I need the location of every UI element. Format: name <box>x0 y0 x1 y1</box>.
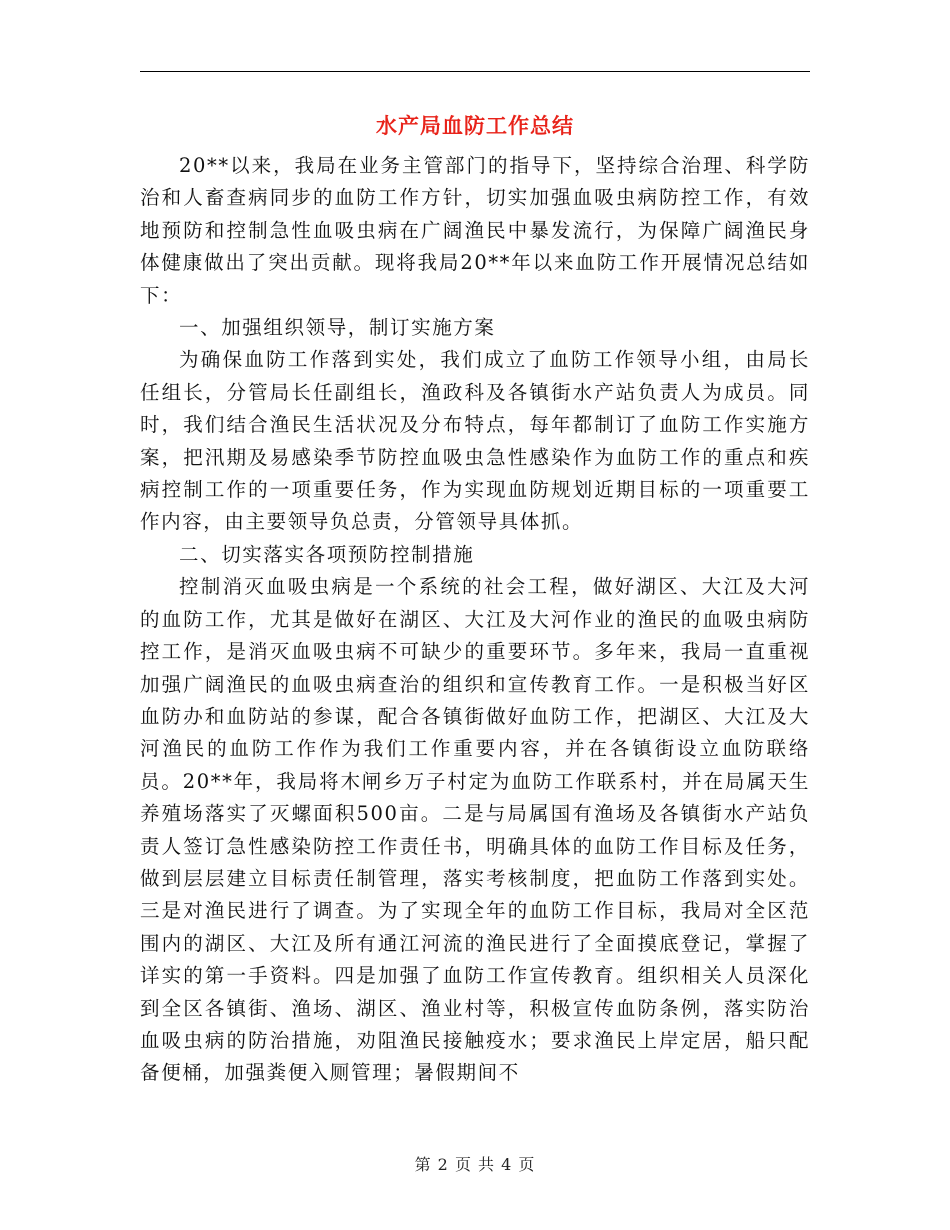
paragraph-section-1: 为确保血防工作落到实处，我们成立了血防工作领导小组，由局长任组长，分管局长任副组长，渔政科及各镇街水产站负责人为成员。同时，我们结合渔民生活状况及分布特点，每年都制订了血防工作实施方案，把汛期及易感染季节防控血吸虫急性感染作为血防工作的重点和疾病控制工作的一项重要任务，作为实现血防规划近期目标的一项重要工作内容，由主要领导负总责，分管领导具体抓。 <box>140 348 810 534</box>
paragraph-intro: 20**以来，我局在业务主管部门的指导下，坚持综合治理、科学防治和人畜查病同步的血防工作方针，切实加强血吸虫病防控工作，有效地预防和控制急性血吸虫病在广阔渔民中暴发流行，为保障广阔渔民身体健康做出了突出贡献。现将我局20**年以来血防工作开展情况总结如下： <box>140 154 810 307</box>
section-heading-2: 二、切实落实各项预防控制措施 <box>179 542 475 566</box>
page-number-footer: 第 2 页 共 4 页 <box>414 1155 536 1174</box>
header-rule <box>140 71 810 72</box>
document-body <box>140 150 810 1090</box>
paragraph-section-2: 控制消灭血吸虫病是一个系统的社会工程，做好湖区、大江及大河的血防工作，尤其是做好在湖区、大江及大河作业的渔民的血吸虫病防控工作，是消灭血吸虫病不可缺少的重要环节。多年来，我局一直重视加强广阔渔民的血吸虫病查治的组织和宣传教育工作。一是积极当好区血防办和血防站的参谋，配合各镇街做好血防工作，把湖区、大江及大河渔民的血防工作作为我们工作重要内容，并在各镇街设立血防联络员。20**年，我局将木闸乡万子村定为血防工作联系村，并在局属天生养殖场落实了灭螺面积500亩。二是与局属国有渔场及各镇街水产站负责人签订急性感染防控工作责任书，明确具体的血防工作目标及任务，做到层层建立目标责任制管理，落实考核制度，把血防工作落到实处。三是对渔民进行了调查。为了实现全年的血防工作目标，我局对全区范围内的湖区、大江及所有通江河流的渔民进行了全面摸底登记，掌握了详实的第一手资料。四是加强了血防工作宣传教育。组织相关人员深化到全区各镇街、渔场、湖区、渔业村等，积极宣传血防条例，落实防治血吸虫病的防治措施，劝阻渔民接触疫水；要求渔民上岸定居，船只配备便桶，加强粪便入厕管理；暑假期间不 <box>140 575 810 1085</box>
document-title: 水产局血防工作总结 <box>376 113 574 138</box>
section-heading-1: 一、加强组织领导，制订实施方案 <box>179 316 496 340</box>
